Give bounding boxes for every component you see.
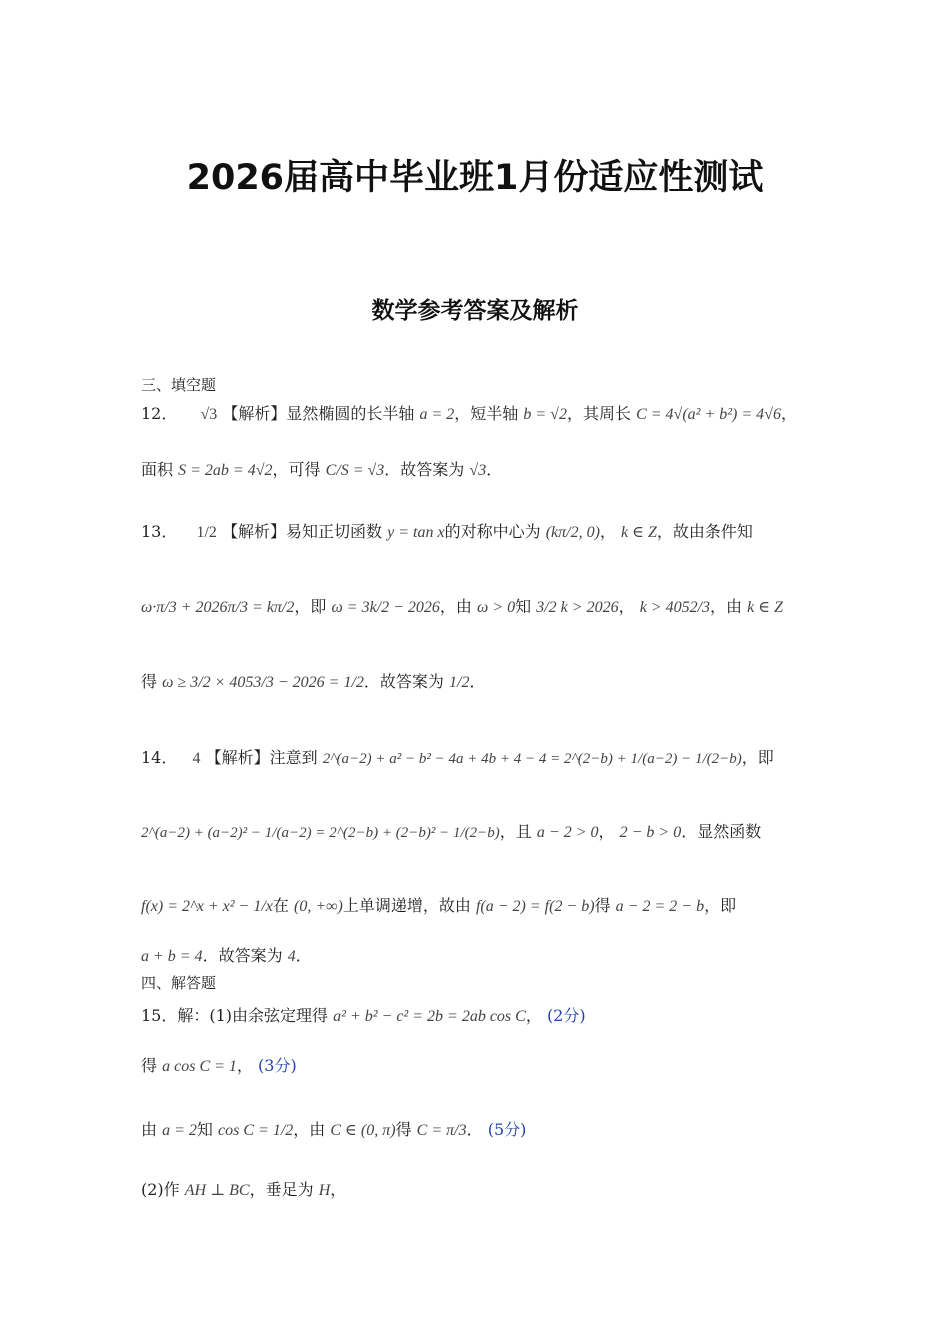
q15-number: 15． bbox=[141, 1006, 178, 1025]
q12-number: 12． bbox=[141, 404, 178, 423]
q12-answer: √3 bbox=[200, 406, 218, 423]
q12-text: ．故答案为 bbox=[384, 460, 465, 479]
q14-expr: a − 2 = 2 − b bbox=[615, 898, 705, 915]
q12-expr: b = √2 bbox=[523, 406, 567, 423]
q15-text: ，垂足为 bbox=[249, 1180, 314, 1199]
q14-expr: 4 bbox=[287, 948, 296, 965]
score-badge: (5分) bbox=[487, 1120, 527, 1139]
q14-text: 上单调递增，故由 bbox=[342, 896, 471, 915]
q15-text: ， bbox=[236, 1056, 253, 1075]
q12-expr: S = 2ab = 4√2 bbox=[178, 462, 273, 479]
q15-text: (2)作 bbox=[141, 1180, 180, 1199]
q14-text: ． bbox=[295, 946, 312, 965]
q14-expr: (0, +∞) bbox=[294, 898, 343, 915]
q14-line-3 bbox=[141, 896, 736, 916]
q15-expr: C ∈ (0, π) bbox=[330, 1122, 396, 1139]
q14-line-4 bbox=[141, 946, 312, 966]
q15-line-3 bbox=[141, 1120, 526, 1140]
q14-expr: 2^(a−2) + (a−2)² − 1/(a−2) = 2^(2−b) + (2−b)² − 1/(2−b) bbox=[141, 825, 500, 841]
q12-tag: 【解析】 bbox=[222, 404, 287, 423]
q13-expr: k ∈ Z bbox=[621, 524, 657, 541]
q15-expr: a = 2 bbox=[162, 1122, 197, 1139]
q13-text: 易知正切函数 bbox=[286, 522, 383, 541]
q12-expr: √3 bbox=[469, 462, 487, 479]
q12-line-1 bbox=[141, 404, 797, 424]
q14-expr: f(x) = 2^x + x² − 1/x bbox=[141, 898, 273, 915]
q15-line-1 bbox=[141, 1006, 586, 1026]
score-badge: (2分) bbox=[546, 1006, 586, 1025]
q12-text: 面积 bbox=[141, 460, 174, 479]
q14-text: ，且 bbox=[499, 822, 532, 841]
q12-line-2 bbox=[141, 460, 502, 480]
q13-text: ，由 bbox=[439, 597, 472, 616]
q13-expr: ω ≥ 3/2 × 4053/3 − 2026 = 1/2 bbox=[162, 674, 364, 691]
q15-text: ， bbox=[525, 1006, 542, 1025]
q12-text: ，可得 bbox=[272, 460, 321, 479]
q12-text: ， bbox=[780, 404, 797, 423]
q13-line-3 bbox=[141, 672, 486, 692]
q13-expr: (kπ/2, 0) bbox=[545, 524, 600, 541]
q15-text: 得 bbox=[141, 1056, 158, 1075]
q14-text: ，即 bbox=[704, 896, 737, 915]
q15-line-2 bbox=[141, 1056, 297, 1076]
q14-text: 得 bbox=[594, 896, 611, 915]
q15-text: 由 bbox=[141, 1120, 158, 1139]
q13-expr: y = tan x bbox=[387, 524, 445, 541]
q13-expr: k > 4052/3 bbox=[639, 599, 711, 616]
page-title: 2026届高中毕业班1月份适应性测试 bbox=[186, 158, 764, 198]
q15-text: ． bbox=[466, 1120, 483, 1139]
q12-text: ，短半轴 bbox=[454, 404, 519, 423]
q14-expr: a − 2 > 0 bbox=[536, 824, 599, 841]
q13-expr: 3/2 k > 2026 bbox=[536, 599, 619, 616]
q13-expr: k ∈ Z bbox=[747, 599, 783, 616]
q15-expr: cos C = 1/2 bbox=[218, 1122, 294, 1139]
q12-expr: C/S = √3 bbox=[325, 462, 385, 479]
q13-text: 知 bbox=[515, 597, 532, 616]
q12-text: 显然椭圆的长半轴 bbox=[286, 404, 415, 423]
q13-line-2 bbox=[141, 597, 783, 617]
q13-text: 的对称中心为 bbox=[444, 522, 541, 541]
q14-answer: 4 bbox=[192, 750, 201, 767]
q14-expr: f(a − 2) = f(2 − b) bbox=[475, 898, 595, 915]
q14-expr: a + b = 4 bbox=[141, 948, 203, 965]
q13-text: ， bbox=[599, 522, 616, 541]
q14-line-2 bbox=[141, 822, 761, 842]
q14-text: ，即 bbox=[741, 748, 774, 767]
q14-tag: 【解析】 bbox=[205, 748, 270, 767]
q13-text: ，故由条件知 bbox=[656, 522, 753, 541]
q14-text: ．显然函数 bbox=[681, 822, 762, 841]
q13-text: ，即 bbox=[294, 597, 327, 616]
q14-expr: 2 − b > 0 bbox=[619, 824, 682, 841]
q15-text: 解：(1)由余弦定理得 bbox=[177, 1006, 329, 1025]
q12-expr: C = 4√(a² + b²) = 4√6 bbox=[636, 406, 781, 423]
q13-expr: ω·π/3 + 2026π/3 = kπ/2 bbox=[141, 599, 295, 616]
q14-number: 14． bbox=[141, 748, 178, 767]
q13-text: ． bbox=[469, 672, 486, 691]
q13-text: ，由 bbox=[710, 597, 743, 616]
q13-text: ．故答案为 bbox=[363, 672, 444, 691]
q15-expr: C = π/3 bbox=[416, 1122, 467, 1139]
q12-expr: a = 2 bbox=[419, 406, 455, 423]
q15-expr: a cos C = 1 bbox=[162, 1058, 237, 1075]
q15-line-4 bbox=[141, 1180, 346, 1200]
q15-text: ，由 bbox=[293, 1120, 326, 1139]
q13-text: 得 bbox=[141, 672, 158, 691]
q14-expr: 2^(a−2) + a² − b² − 4a + 4b + 4 − 4 = 2^(2−b) + 1/(a−2) − 1/(2−b) bbox=[322, 751, 742, 767]
q12-text: ，其周长 bbox=[566, 404, 631, 423]
section-solve: 四、解答题 bbox=[141, 974, 217, 992]
q13-expr: ω > 0 bbox=[477, 599, 516, 616]
q15-expr: a² + b² − c² = 2b = 2ab cos C bbox=[333, 1008, 526, 1025]
q14-line-1 bbox=[141, 748, 774, 768]
q15-expr: AH ⊥ BC bbox=[184, 1182, 250, 1199]
q13-number: 13． bbox=[141, 522, 178, 541]
page-subtitle: 数学参考答案及解析 bbox=[371, 298, 579, 324]
q15-text: 知 bbox=[196, 1120, 213, 1139]
q14-text: 在 bbox=[272, 896, 289, 915]
q14-text: ．故答案为 bbox=[202, 946, 283, 965]
q15-text: ， bbox=[330, 1180, 347, 1199]
section-fill-blank: 三、填空题 bbox=[141, 376, 217, 394]
q14-text: 注意到 bbox=[269, 748, 318, 767]
q12-text: ． bbox=[486, 460, 503, 479]
q15-expr: H bbox=[318, 1182, 331, 1199]
q13-expr: ω = 3k/2 − 2026 bbox=[331, 599, 440, 616]
q13-expr: 1/2 bbox=[449, 674, 470, 691]
q13-line-1 bbox=[141, 522, 753, 542]
q13-text: ， bbox=[618, 597, 635, 616]
q15-text: 得 bbox=[395, 1120, 412, 1139]
q13-answer: 1/2 bbox=[196, 524, 217, 541]
q13-tag: 【解析】 bbox=[222, 522, 287, 541]
score-badge: (3分) bbox=[258, 1056, 297, 1075]
q14-text: ， bbox=[598, 822, 615, 841]
